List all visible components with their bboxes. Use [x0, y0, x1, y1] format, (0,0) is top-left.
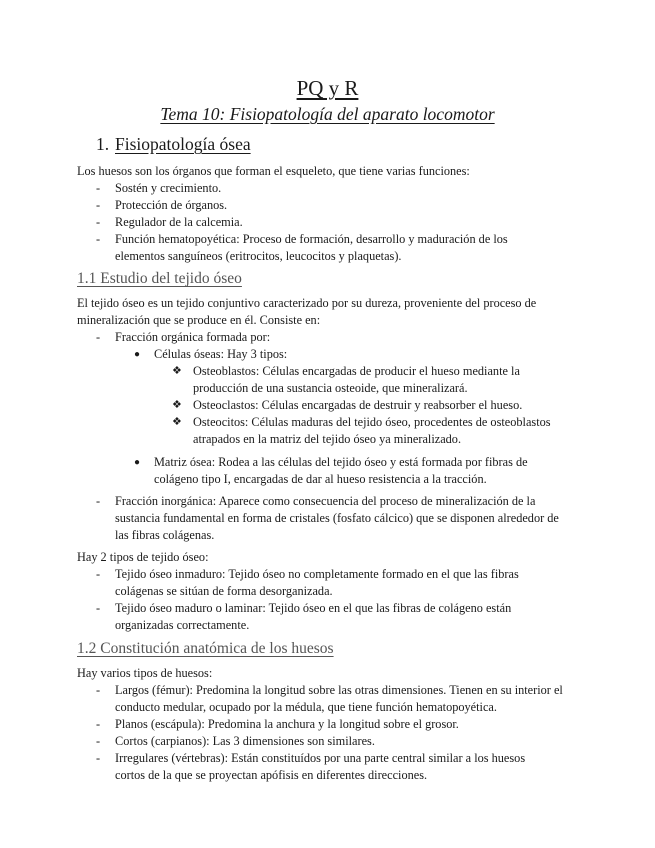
dash-bullet: - [96, 751, 101, 765]
diamond-bullet: ❖ [172, 399, 182, 411]
document-subtitle: Tema 10: Fisiopatología del aparato locomotor [160, 104, 495, 124]
list-item: Planos (escápula): Predomina la anchura y la longitud sobre el grosor. [115, 717, 459, 731]
dash-bullet: - [96, 330, 101, 344]
list-item: Función hematopoyética: Proceso de formación, desarrollo y maduración de los elementos sanguíneos (eritrocitos, leucocitos y plaquetas). [115, 232, 508, 263]
dash-bullet: - [96, 717, 101, 731]
dash-bullet: - [96, 567, 101, 581]
list-item: Cortos (carpianos): Las 3 dimensiones son similares. [115, 734, 375, 748]
section-1-2-heading: 1.2 Constitución anatómica de los huesos [77, 640, 334, 657]
dash-bullet: - [96, 215, 101, 229]
dash-bullet: - [96, 601, 101, 615]
list-item: Fracción orgánica formada por: [115, 330, 271, 344]
list-item: Osteoclastos: Células encargadas de destruir y reabsorber el hueso. [193, 398, 523, 412]
list-item: Irregulares (vértebras): Están constituídos por una parte central similar a los huesos cortos de la que se proyectan apófisis en diferentes direcciones. [115, 751, 526, 782]
dash-bullet: - [96, 494, 101, 508]
diamond-bullet: ❖ [172, 416, 182, 428]
dash-bullet: - [96, 232, 101, 246]
list-item: Protección de órganos. [115, 198, 228, 212]
round-bullet: ● [134, 457, 141, 468]
section-1-heading [96, 134, 251, 155]
list-item: Regulador de la calcemia. [115, 215, 243, 229]
intro-paragraph: Los huesos son los órganos que forman el esqueleto, que tiene varias funciones: [77, 164, 470, 178]
list-item: Tejido óseo maduro o laminar: Tejido óseo en el que las fibras de colágeno están organizadas correctamente. [115, 601, 512, 632]
round-bullet: ● [134, 349, 141, 360]
section-1-1-heading: 1.1 Estudio del tejido óseo [77, 270, 242, 287]
dash-bullet: - [96, 683, 101, 697]
section-1-number: 1. [96, 134, 110, 154]
list-item: Tejido óseo inmaduro: Tejido óseo no completamente formado en el que las fibras colágenas se sitúan de forma desorganizada. [115, 567, 519, 598]
dash-bullet: - [96, 198, 101, 212]
dash-bullet: - [96, 734, 101, 748]
list-item: Sostén y crecimiento. [115, 181, 222, 195]
diamond-bullet: ❖ [172, 365, 182, 377]
list-item: Células óseas: Hay 3 tipos: [154, 347, 288, 361]
dash-bullet: - [96, 181, 101, 195]
list-item: Largos (fémur): Predomina la longitud sobre las otras dimensiones. Tienen en su interior el conducto medular, ocupado por la médula, que tiene función hematopoyética. [115, 683, 563, 714]
document-title: PQ y R [296, 76, 359, 100]
list-item: Matriz ósea: Rodea a las células del tejido óseo y está formada por fibras de colágeno tipo I, encargadas de dar al hueso resistencia a la tracción. [154, 455, 528, 486]
list-item: Osteocitos: Células maduras del tejido óseo, procedentes de osteoblastos atrapados en la matriz del tejido óseo ya mineralizado. [193, 415, 551, 446]
tissue-types-intro: Hay 2 tipos de tejido óseo: [77, 550, 209, 564]
list-item: Osteoblastos: Células encargadas de producir el hueso mediante la producción de una sustancia osteoide, que mineralizará. [193, 364, 520, 395]
list-item: Fracción inorgánica: Aparece como consecuencia del proceso de mineralización de la sustancia fundamental en forma de cristales (fosfato cálcico) que se disponen alrededor de las fibras colágenas. [115, 494, 559, 542]
s12-intro-paragraph: Hay varios tipos de huesos: [77, 666, 213, 680]
s11-intro-paragraph: El tejido óseo es un tejido conjuntivo caracterizado por su dureza, proveniente del proceso de mineralización que se produce en él. Consiste en: [77, 296, 537, 327]
section-1-title: Fisiopatología ósea [115, 134, 251, 154]
